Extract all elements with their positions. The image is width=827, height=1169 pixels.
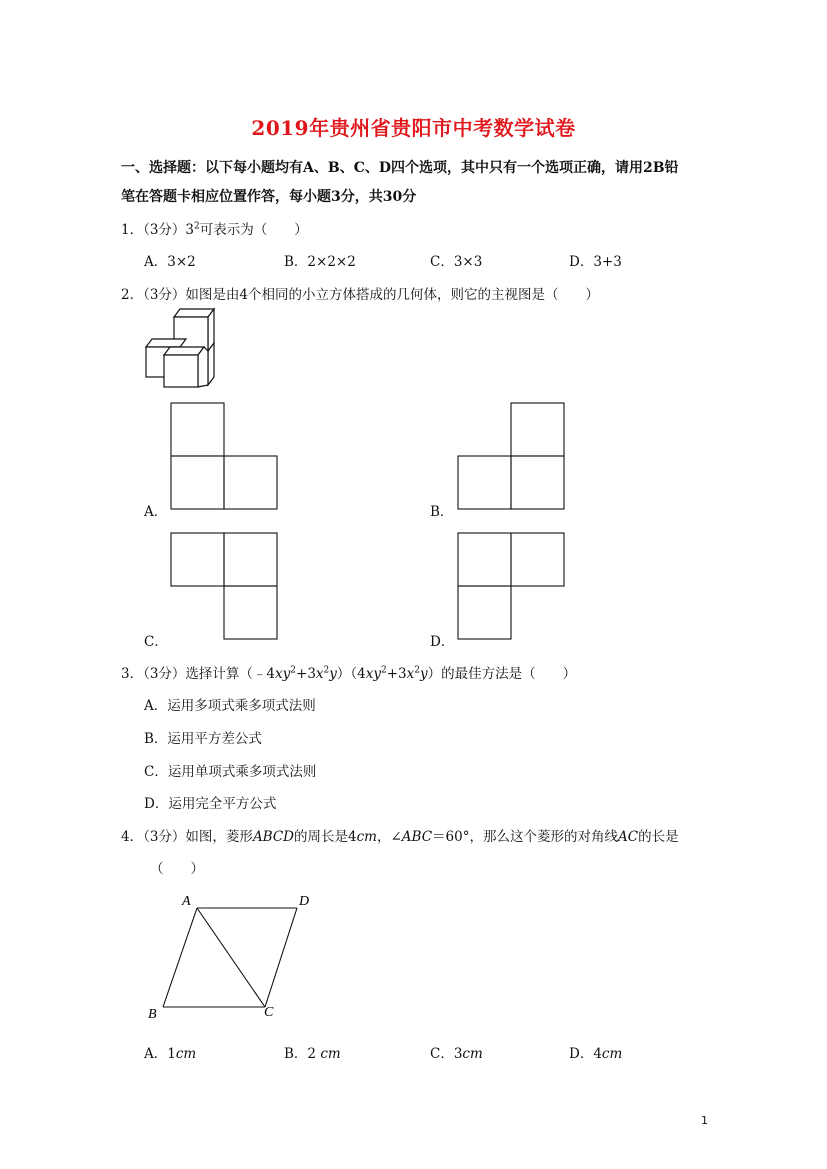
section-instructions-line-1: 一、选择题：以下每小题均有A、B、C、D四个选项，其中只有一个选项正确，请用2B铅 (121, 160, 679, 176)
page-title: 2019年贵州省贵阳市中考数学试卷 (251, 116, 576, 140)
q3-var-3: y (329, 666, 337, 682)
q4-option-b-value: B．2 (284, 1046, 321, 1062)
q2-cube-figure (140, 305, 220, 390)
q3-part-2: +3 (296, 666, 316, 682)
q2-option-d-label[interactable]: D． (430, 634, 455, 650)
q3-part-3: ）（4 (336, 666, 366, 682)
q3-var-4: xy (365, 666, 382, 682)
q3-option-b[interactable]: B．运用平方差公式 (144, 731, 262, 747)
q4-option-d-value: D．4 (569, 1046, 602, 1062)
q4-part-2: 的周长是4 (294, 829, 357, 845)
q3-var-2: x (315, 666, 324, 682)
q4-option-b-unit: cm (320, 1046, 341, 1062)
q2-option-a-figure[interactable] (170, 402, 278, 510)
section-instructions-line-2: 笔在答题卡相应位置作答，每小题3分，共30分 (121, 189, 417, 205)
q3-part-5: ）的最佳方法是（ ） (427, 666, 577, 682)
page-number: 1 (701, 1114, 708, 1127)
q4-option-d[interactable] (569, 1042, 622, 1062)
q1-suffix: 可表示为（ ） (199, 222, 308, 238)
q3-option-d[interactable]: D．运用完全平方公式 (144, 796, 277, 812)
q2-option-d-figure[interactable] (457, 532, 565, 640)
q3-var-1: xy (275, 666, 291, 682)
question-3-stem (121, 662, 576, 682)
q4-var-4: AC (617, 829, 639, 845)
q3-option-a[interactable]: A．运用多项式乘多项式法则 (144, 698, 316, 714)
q2-option-b-label[interactable]: B． (430, 504, 454, 520)
q2-option-c-figure[interactable] (170, 532, 278, 640)
q2-option-a-label[interactable]: A． (144, 504, 168, 520)
q3-part-1: 3．（3分）选择计算（﹣4 (121, 666, 276, 682)
q2-option-b-figure[interactable] (457, 402, 565, 510)
q4-option-a[interactable] (144, 1042, 196, 1062)
q4-option-d-unit: cm (601, 1046, 623, 1062)
vertex-a-label: A (182, 894, 191, 909)
question-4-stem (121, 825, 679, 845)
question-2-stem: 2．（3分）如图是由4个相同的小立方体搭成的几何体，则它的主视图是（ ） (121, 287, 600, 303)
q3-sup-1: 2 (290, 665, 297, 676)
q4-option-b[interactable] (284, 1042, 341, 1062)
q1-option-d[interactable]: D．3+3 (569, 254, 622, 270)
vertex-c-label: C (264, 1005, 274, 1020)
q4-part-4: ＝60°，那么这个菱形的对角线 (432, 829, 618, 845)
vertex-b-label: B (148, 1007, 157, 1022)
q4-option-c-unit: cm (462, 1046, 483, 1062)
q3-option-c[interactable]: C．运用单项式乘多项式法则 (144, 764, 317, 780)
q3-sup-4: 2 (381, 665, 387, 676)
q4-var-1: ABCD (252, 829, 295, 845)
q2-option-c-label[interactable]: C． (144, 634, 168, 650)
q1-prefix: 1．（3分）3 (121, 222, 195, 238)
question-1-stem (121, 218, 308, 238)
q4-option-c-value: C．3 (430, 1046, 463, 1062)
q4-var-2: cm (356, 829, 377, 845)
q1-option-c[interactable]: C．3×3 (430, 254, 483, 270)
vertex-d-label: D (299, 894, 310, 909)
q4-answer-blank: （ ） (150, 861, 204, 877)
q4-part-5: 的长是 (638, 829, 679, 845)
q3-sup-5: 2 (414, 665, 421, 676)
q3-var-6: y (420, 666, 428, 682)
q4-part-1: 4．（3分）如图，菱形 (121, 829, 253, 845)
q4-option-a-unit: cm (175, 1046, 197, 1062)
q4-part-3: ，∠ (376, 829, 402, 845)
q4-option-c[interactable] (430, 1042, 483, 1062)
q3-var-5: x (406, 666, 415, 682)
q3-part-4: +3 (386, 666, 407, 682)
q1-exponent: 2 (194, 221, 200, 232)
q4-rhombus-figure (140, 888, 330, 1023)
q1-option-b[interactable]: B．2×2×2 (284, 254, 356, 270)
q3-sup-2: 2 (323, 665, 330, 676)
q4-var-3: ABC (401, 829, 433, 845)
q1-option-a[interactable]: A．3×2 (144, 254, 196, 270)
q4-option-a-value: A．1 (144, 1046, 176, 1062)
